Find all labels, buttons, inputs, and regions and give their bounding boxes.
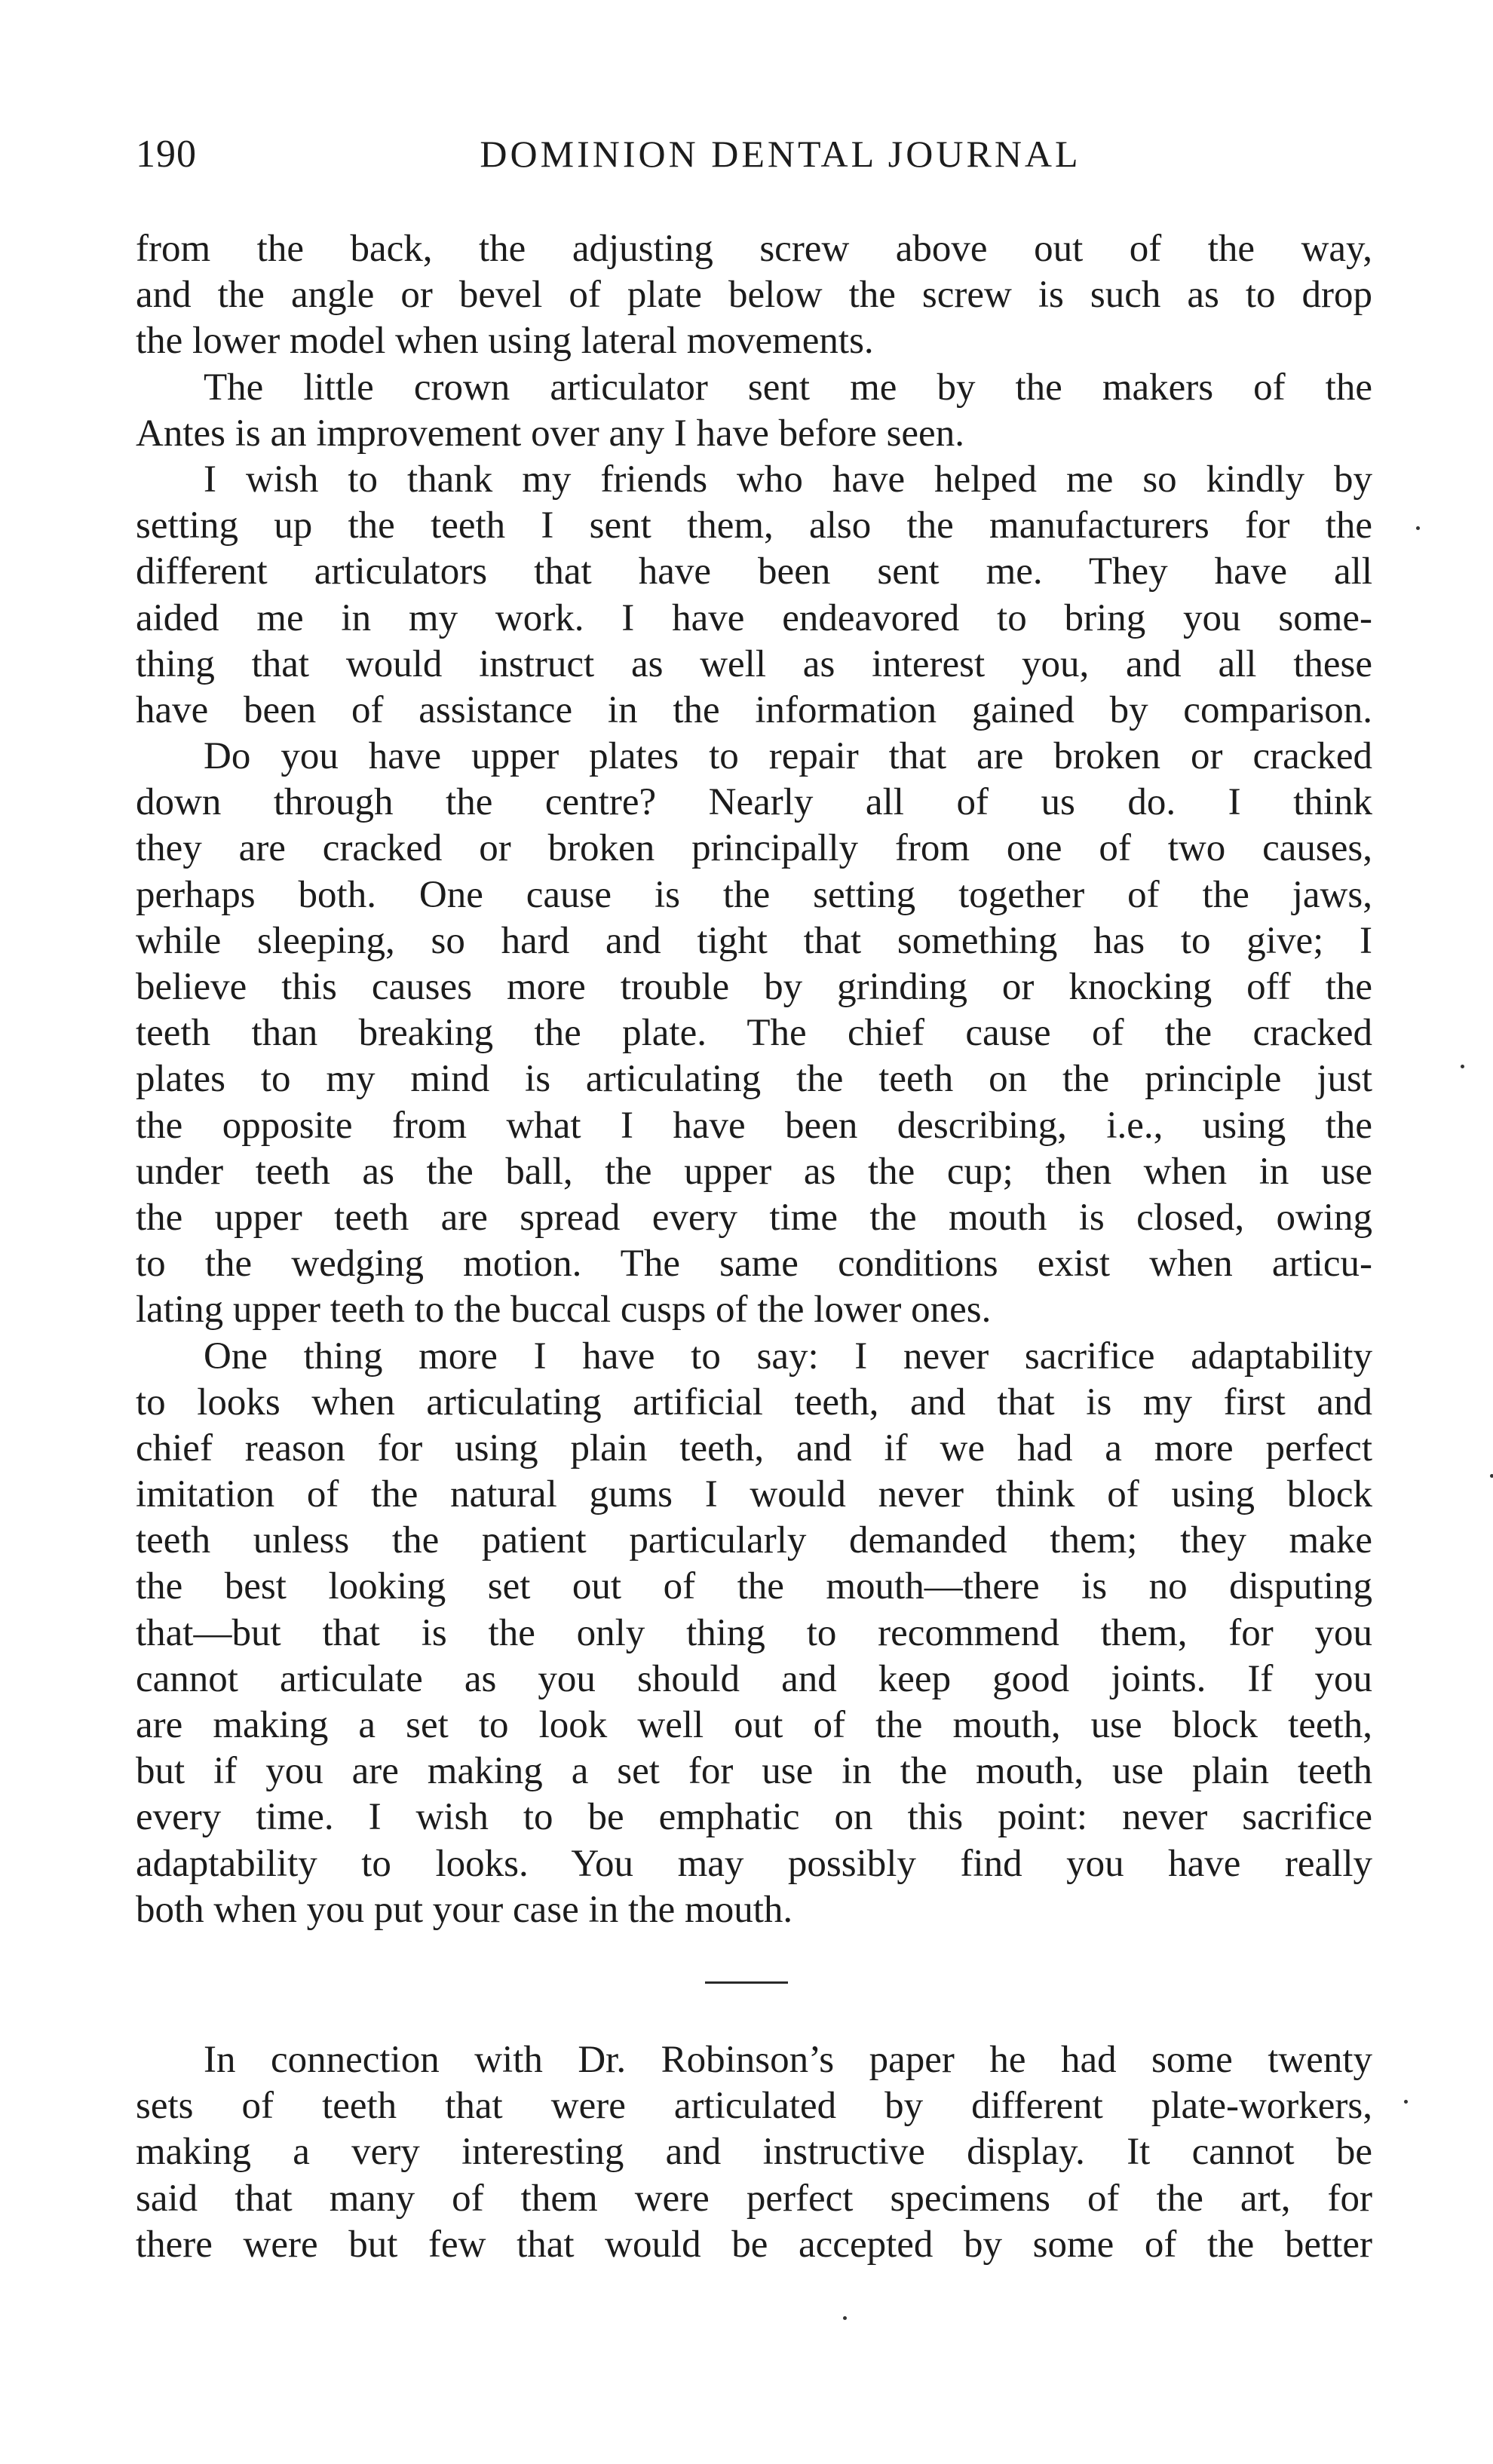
text-line: chief reason for using plain teeth, and if we had a more perfect: [136, 1427, 1372, 1470]
running-head: [136, 132, 1372, 192]
text-line: while sleeping, so hard and tight that something has to give; I: [136, 919, 1372, 962]
text-line: adaptability to looks. You may possibly find you have really: [136, 1842, 1372, 1885]
text-line: perhaps both. One cause is the setting together of the jaws,: [136, 873, 1372, 916]
paragraph-start-line: In connection with Dr. Robinson’s paper he had some twenty: [204, 2039, 1372, 2081]
text-line: plates to my mind is articulating the teeth on the principle just: [136, 1058, 1372, 1101]
text-line: the best looking set out of the mouth—there is no disputing: [136, 1565, 1372, 1608]
section-divider: [705, 1981, 788, 1984]
text-line: they are cracked or broken principally from one of two causes,: [136, 827, 1372, 870]
text-line: to the wedging motion. The same conditions exist when articu-: [136, 1243, 1372, 1286]
text-line: there were but few that would be accepted by some of the better: [136, 2223, 1372, 2266]
print-speck: [1404, 2100, 1408, 2104]
journal-title: DOMINION DENTAL JOURNAL: [480, 133, 1081, 175]
text-line: different articulators that have been sent me. They have all: [136, 550, 1372, 593]
text-line: the upper teeth are spread every time the mouth is closed, owing: [136, 1196, 1372, 1239]
text-line: under teeth as the ball, the upper as the cup; then when in use: [136, 1150, 1372, 1193]
text-line: every time. I wish to be emphatic on this point: never sacrifice: [136, 1796, 1372, 1839]
text-line: teeth unless the patient particularly demanded them; they make: [136, 1519, 1372, 1562]
text-line: sets of teeth that were articulated by different plate-workers,: [136, 2085, 1372, 2128]
text-line: said that many of them were perfect specimens of the art, for: [136, 2177, 1372, 2220]
text-line: but if you are making a set for use in the mouth, use plain teeth: [136, 1750, 1372, 1793]
text-line: teeth than breaking the plate. The chief cause of the cracked: [136, 1012, 1372, 1055]
text-line: Antes is an improvement over any I have before seen.: [136, 412, 964, 455]
paragraph-start-line: The little crown articulator sent me by the makers of the: [204, 366, 1372, 409]
text-line: believe this causes more trouble by grinding or knocking off the: [136, 966, 1372, 1008]
print-speck: [1490, 1474, 1493, 1478]
text-line: lating upper teeth to the buccal cusps of the lower ones.: [136, 1289, 992, 1332]
text-line: both when you put your case in the mouth.: [136, 1888, 793, 1931]
text-line: the opposite from what I have been describing, i.e., using the: [136, 1104, 1372, 1147]
text-line: aided me in my work. I have endeavored to bring you some-: [136, 596, 1372, 639]
text-line: have been of assistance in the information gained by comparison.: [136, 688, 1372, 731]
article-body: [136, 226, 1372, 1933]
print-speck: [1416, 526, 1420, 530]
text-line: making a very interesting and instructive display. It cannot be: [136, 2131, 1372, 2174]
text-line: from the back, the adjusting screw above out of the way,: [136, 228, 1372, 270]
text-line: setting up the teeth I sent them, also the manufacturers for the: [136, 504, 1372, 547]
text-line: imitation of the natural gums I would never think of using block: [136, 1473, 1372, 1516]
text-line: that—but that is the only thing to recommend them, for you: [136, 1611, 1372, 1654]
paragraph-start-line: One thing more I have to say: I never sacrifice adaptability: [204, 1335, 1372, 1378]
text-line: are making a set to look well out of the mouth, use block teeth,: [136, 1704, 1372, 1746]
print-speck: [843, 2316, 847, 2320]
print-speck: [1461, 1065, 1464, 1068]
paragraph-start-line: Do you have upper plates to repair that are broken or cracked: [204, 735, 1372, 778]
text-line: down through the centre? Nearly all of us do. I think: [136, 781, 1372, 824]
text-line: cannot articulate as you should and keep good joints. If you: [136, 1657, 1372, 1700]
text-line: to looks when articulating artificial teeth, and that is my first and: [136, 1381, 1372, 1424]
paragraph-start-line: I wish to thank my friends who have helped me so kindly by: [204, 458, 1372, 501]
discussion-section: [136, 2037, 1372, 2268]
text-line: and the angle or bevel of plate below the screw is such as to drop: [136, 274, 1372, 317]
text-line: the lower model when using lateral movements.: [136, 320, 874, 363]
page-number: 190: [136, 133, 197, 176]
text-line: thing that would instruct as well as interest you, and all these: [136, 642, 1372, 685]
